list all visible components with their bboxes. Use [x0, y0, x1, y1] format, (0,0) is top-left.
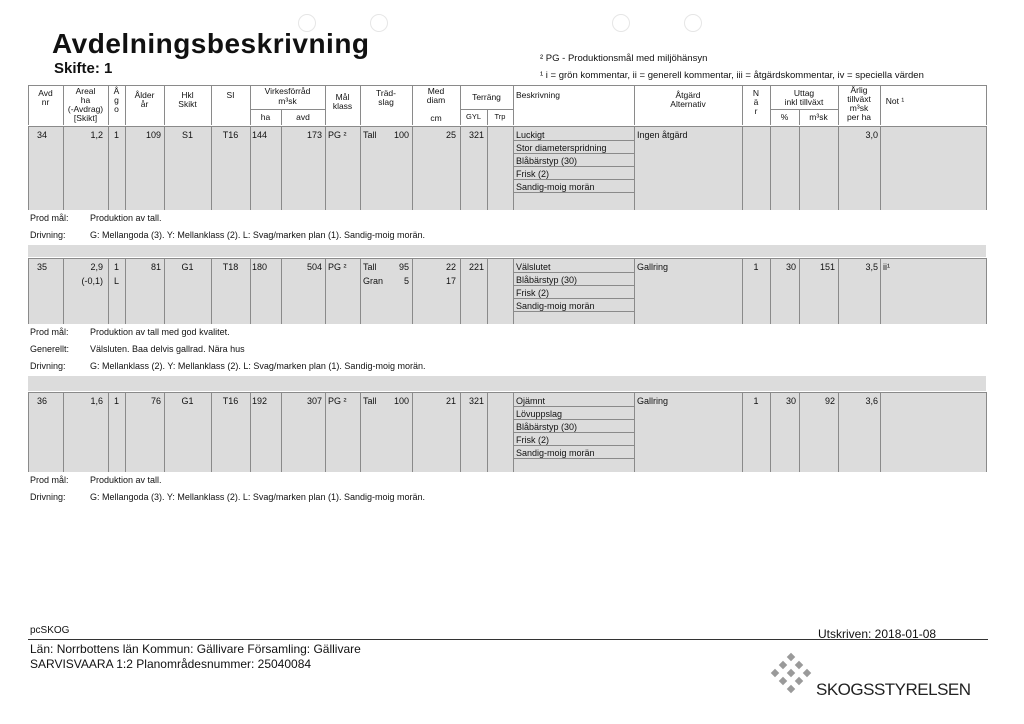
grid-line [28, 258, 986, 259]
grid-line [250, 258, 251, 324]
header-m3sk: m³sk [278, 96, 297, 106]
gyl-value: 321 [468, 130, 484, 140]
description-line: Välslutet [516, 262, 551, 272]
atgard-value: Gallring [637, 262, 669, 272]
volume-total: 307 [306, 396, 322, 406]
header-beskrivning: Beskrivning [516, 90, 560, 100]
grid-line [325, 392, 326, 472]
header-avd-vol: avd [296, 112, 310, 122]
malklass-value: PG ² [328, 396, 347, 406]
footer-label: Drivning: [30, 361, 66, 371]
si-value: T16 [222, 130, 239, 140]
uttag-percent: 30 [785, 262, 796, 272]
description-line: Lövuppslag [516, 409, 563, 419]
species-diameter: 17 [445, 276, 456, 286]
grid-line [325, 126, 326, 210]
punch-hole [684, 14, 702, 32]
footer-label: Prod mål: [30, 475, 69, 485]
program-name: pcSKOG [30, 625, 70, 636]
grid-line [513, 153, 634, 154]
footer-label: Drivning: [30, 492, 66, 502]
species-diameter: 22 [445, 262, 456, 272]
footer-text: Produktion av tall med god kvalitet. [90, 327, 230, 337]
header-areal-line: ha [80, 95, 91, 105]
grid-line [250, 392, 251, 472]
grid-line [986, 126, 987, 210]
footer-label: Prod mål: [30, 213, 69, 223]
header-arlig-line: m³sk [849, 103, 869, 113]
grid-line [634, 258, 635, 324]
agoklass-value: 1 [113, 130, 119, 140]
species-percent: 100 [393, 396, 409, 406]
grid-line [250, 109, 325, 110]
header-terrang: Terräng [472, 92, 501, 102]
page-subtitle: Skifte: 1 [54, 60, 113, 77]
agoklass-sub: L [113, 276, 119, 286]
header-m3sk2: m³sk [809, 112, 828, 122]
header-med-line: diam [426, 95, 446, 105]
header-virkesforrad: Virkesförråd [264, 86, 311, 96]
header-not: Not ¹ [885, 96, 905, 106]
printed-date: Utskriven: 2018-01-08 [818, 627, 937, 641]
atgard-value: Gallring [637, 396, 669, 406]
grid-line [513, 311, 634, 312]
header-areal-line: (-Avdrag) [67, 104, 104, 114]
header-tradslag-line: Träd- [376, 88, 396, 98]
volume-per-ha: 180 [252, 262, 268, 272]
species-name: Tall [363, 262, 377, 272]
comment-note: ¹ i = grön kommentar, ii = generell kommentar, iii = åtgärdskommentar, iv = speciella värden [540, 70, 924, 81]
grid-line [513, 406, 634, 407]
header-hkl-line: Hkl [181, 90, 194, 100]
grid-line [513, 126, 514, 210]
page-title: Avdelningsbeskrivning [52, 28, 370, 59]
header-avd-line: nr [41, 97, 50, 107]
uttag-m3sk: 151 [819, 262, 835, 272]
grid-line [460, 109, 513, 110]
alder-value: 76 [150, 396, 161, 406]
gyl-value: 321 [468, 396, 484, 406]
grid-line [880, 126, 881, 210]
punch-hole [370, 14, 388, 32]
description-line: Frisk (2) [516, 288, 549, 298]
header-agoklass-line: Å [113, 86, 120, 96]
species-diameter: 25 [445, 130, 456, 140]
species-percent: 100 [393, 130, 409, 140]
grid-line [742, 126, 743, 210]
pg-note: ² PG - Produktionsmål med miljöhänsyn [540, 53, 708, 64]
alder-value: 109 [145, 130, 161, 140]
volume-per-ha: 192 [252, 396, 268, 406]
grid-line [770, 126, 771, 210]
alder-value: 81 [150, 262, 161, 272]
header-uttag: Uttag [793, 88, 815, 98]
grid-line [513, 85, 514, 125]
tillvaxt-value: 3,0 [865, 130, 878, 140]
footer-text: Produktion av tall. [90, 475, 162, 485]
uttag-percent: 30 [785, 396, 796, 406]
header-avd-line: Avd [38, 88, 53, 98]
header-atgard-line: Åtgärd [675, 90, 701, 100]
header-atgard-line: Alternativ [670, 99, 706, 109]
description-line: Luckigt [516, 130, 545, 140]
species-name: Tall [363, 130, 377, 140]
grid-line [513, 166, 634, 167]
description-line: Sandig-moig morän [516, 448, 595, 458]
footer-text: G: Mellangoda (3). Y: Mellanklass (2). L: Svag/marken plan (1). Sandig-moig morän. [90, 230, 425, 240]
header-ha: ha [260, 112, 271, 122]
grid-line [360, 258, 361, 324]
areal-value: 1,2 [90, 130, 103, 140]
header-arlig-line: tillväxt [847, 94, 871, 104]
grid-line [513, 432, 634, 433]
grid-line [487, 392, 488, 472]
grid-line [634, 126, 635, 210]
footer-text: G: Mellanklass (2). Y: Mellanklass (2). L: Svag/marken plan (1). Sandig-moig morän. [90, 361, 426, 371]
grid-line [880, 258, 881, 324]
grid-line [250, 126, 251, 210]
header-nar-line: r [754, 106, 758, 116]
malklass-value: PG ² [328, 262, 347, 272]
grid-line [880, 392, 881, 472]
footer-text: Välsluten. Baa delvis gallrad. Nära hus [90, 344, 245, 354]
stand-number: 36 [36, 396, 47, 406]
species-name: Gran [363, 276, 384, 286]
footer-text: Produktion av tall. [90, 213, 162, 223]
uttag-m3sk: 92 [824, 396, 835, 406]
description-line: Blåbärstyp (30) [516, 156, 578, 166]
grid-line [513, 298, 634, 299]
logo-mark [770, 652, 820, 702]
areal-value: 1,6 [90, 396, 103, 406]
grid-line [513, 258, 514, 324]
grid-line [986, 258, 987, 324]
header-agoklass-line: o [114, 104, 119, 114]
tillvaxt-value: 3,6 [865, 396, 878, 406]
footer-label: Prod mål: [30, 327, 69, 337]
logo-text: SKOGSSTYRELSEN [816, 680, 971, 699]
si-value: T16 [222, 396, 239, 406]
header-gyl: GYL [465, 112, 481, 121]
nar-value: 1 [753, 396, 759, 406]
tillvaxt-value: 3,5 [865, 262, 878, 272]
grid-line [325, 258, 326, 324]
grid-line [513, 272, 634, 273]
description-line: Sandig-moig morän [516, 182, 595, 192]
grid-line [986, 85, 987, 125]
header-malklass-line: klass [332, 101, 353, 111]
species-percent: 95 [398, 262, 409, 272]
grid-line [986, 392, 987, 472]
agoklass-value: 1 [113, 262, 119, 272]
grid-line [513, 285, 634, 286]
header-nar-line: ä [753, 97, 759, 107]
atgard-value: Ingen åtgärd [637, 130, 688, 140]
areal-avdrag: (-0,1) [81, 276, 103, 286]
species-diameter: 21 [445, 396, 456, 406]
header-uttag: inkl tillväxt [784, 97, 824, 107]
plan-line: SARVISVAARA 1:2 Planområdesnummer: 25040084 [30, 657, 312, 671]
grid-line [799, 126, 800, 210]
grid-line [28, 85, 986, 86]
grid-line [770, 109, 838, 110]
stand-number: 35 [36, 262, 47, 272]
header-areal-line: Areal [75, 86, 96, 96]
header-tradslag-line: slag [378, 97, 394, 107]
header-arlig-line: per ha [846, 112, 872, 122]
grid-line [487, 126, 488, 210]
punch-hole [612, 14, 630, 32]
hkl-value: S1 [181, 130, 193, 140]
header-agoklass-line: g [114, 95, 119, 105]
header-nar-line: N [752, 88, 760, 98]
header-pct: % [780, 112, 789, 122]
agoklass-value: 1 [113, 396, 119, 406]
species-name: Tall [363, 396, 377, 406]
header-malklass-line: Mål [335, 92, 350, 102]
grid-line [360, 126, 361, 210]
description-line: Stor diameterspridning [516, 143, 607, 153]
hkl-value: G1 [181, 262, 194, 272]
description-line: Frisk (2) [516, 169, 549, 179]
volume-per-ha: 144 [252, 130, 268, 140]
footer-label: Generellt: [30, 344, 70, 354]
grid-line [513, 140, 634, 141]
header-si: SI [226, 90, 235, 100]
nar-value: 1 [753, 262, 759, 272]
footer-row [28, 210, 986, 227]
header-med-line: Med [427, 86, 445, 96]
areal-value: 2,9 [90, 262, 103, 272]
description-line: Blåbärstyp (30) [516, 422, 578, 432]
hkl-value: G1 [181, 396, 194, 406]
header-areal-line: [Skikt] [73, 113, 98, 123]
si-value: T18 [222, 262, 239, 272]
volume-total: 504 [306, 262, 322, 272]
header-hkl-line: Skikt [178, 99, 197, 109]
grid-line [513, 419, 634, 420]
header-arlig-line: Årlig [850, 85, 868, 95]
stand-separator [28, 245, 986, 257]
header-alder-line: Ålder [134, 90, 155, 100]
grid-line [28, 392, 986, 393]
grid-line [28, 126, 986, 127]
stand-separator [28, 376, 986, 391]
gyl-value: 221 [468, 262, 484, 272]
header-trp: Trp [494, 112, 506, 121]
description-line: Frisk (2) [516, 435, 549, 445]
grid-line [634, 392, 635, 472]
header-alder-line: år [140, 99, 149, 109]
description-line: Ojämnt [516, 396, 546, 406]
footer-row [28, 472, 986, 489]
grid-line [513, 192, 634, 193]
grid-line [360, 392, 361, 472]
grid-line [487, 258, 488, 324]
species-percent: 5 [403, 276, 409, 286]
grid-line [513, 179, 634, 180]
description-line: Sandig-moig morän [516, 301, 595, 311]
stand-number: 34 [36, 130, 47, 140]
volume-total: 173 [306, 130, 322, 140]
grid-line [513, 445, 634, 446]
footer-label: Drivning: [30, 230, 66, 240]
note-value: ii¹ [883, 262, 890, 272]
description-line: Blåbärstyp (30) [516, 275, 578, 285]
footer-text: G: Mellangoda (3). Y: Mellanklass (2). L: Svag/marken plan (1). Sandig-moig morän. [90, 492, 425, 502]
header-cm: cm [430, 113, 442, 123]
grid-line [513, 458, 634, 459]
malklass-value: PG ² [328, 130, 347, 140]
location-line: Län: Norrbottens län Kommun: Gällivare Församling: Gällivare [30, 642, 361, 656]
